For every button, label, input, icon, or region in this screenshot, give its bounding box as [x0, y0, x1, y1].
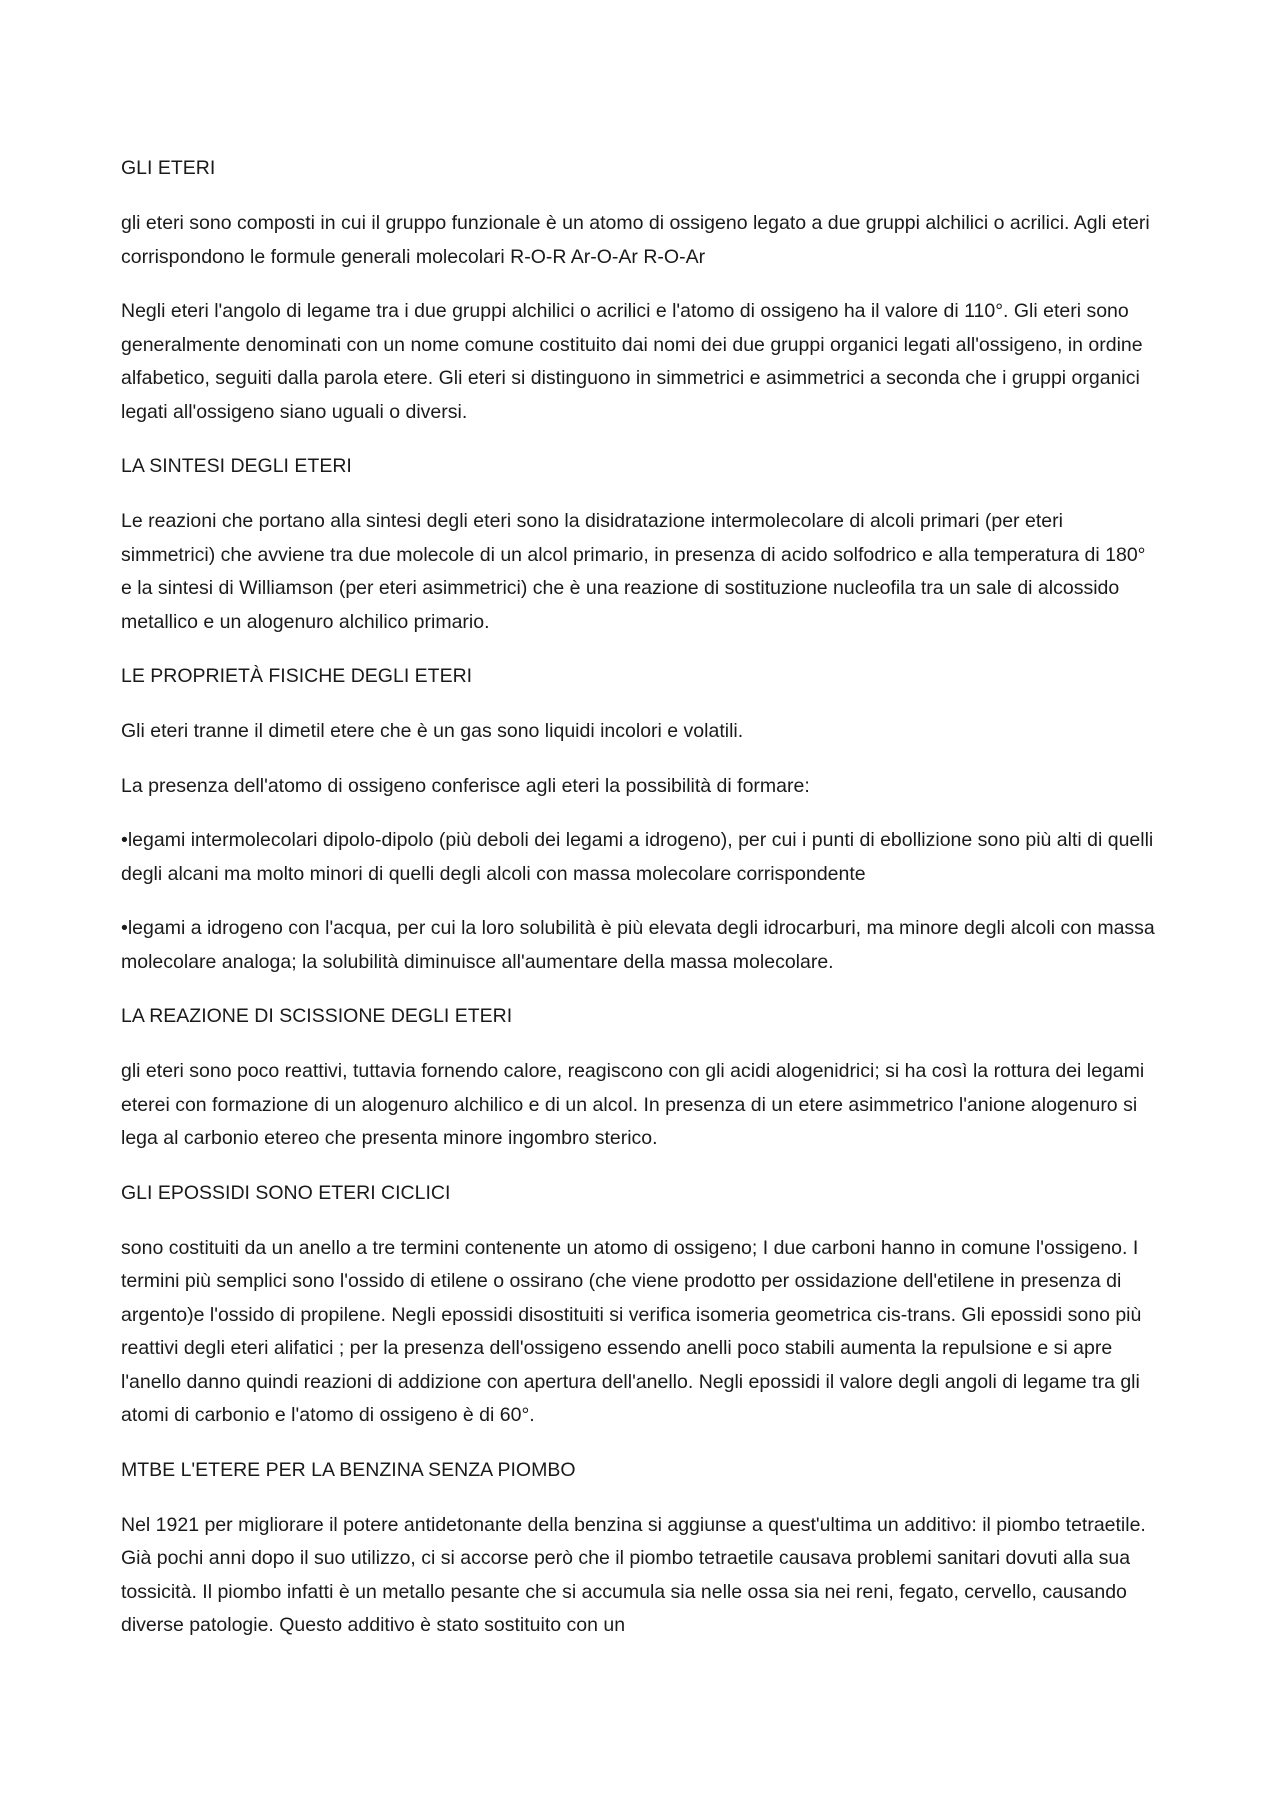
- paragraph: Negli eteri l'angolo di legame tra i due gruppi alchilici o acrilici e l'atomo di ossigeno ha il valore di 110°. Gli eteri sono generalmente denominati con un nome comune costituito dai nomi dei due gruppi organici legati all'ossigeno, in ordine alfabetico, seguiti dalla parola etere. Gli eteri si distinguono in simmetrici e asimmetrici a seconda che i gruppi organici legati all'ossigeno siano uguali o diversi.: [121, 300, 1143, 423]
- section-heading: LA REAZIONE DI SCISSIONE DEGLI ETERI: [121, 1005, 513, 1027]
- section-heading: GLI ETERI: [121, 157, 216, 179]
- paragraph: gli eteri sono poco reattivi, tuttavia fornendo calore, reagiscono con gli acidi alogenidrici; si ha così la rottura dei legami eterei con formazione di un alogenuro alchilico e di un alcol. In presenza di un etere asimmetrico l'anione alogenuro si lega al carbonio etereo che presenta minore ingombro sterico.: [121, 1060, 1145, 1149]
- paragraph: sono costituiti da un anello a tre termini contenente un atomo di ossigeno; I due carboni hanno in comune l'ossigeno. I termini più semplici sono l'ossido di etilene o ossirano (che viene prodotto per ossidazione dell'etilene in presenza di argento)e l'ossido di propilene. Negli epossidi disostituiti si verifica isomeria geometrica cis-trans. Gli epossidi sono più reattivi degli eteri alifatici ; per la presenza dell'ossigeno essendo anelli poco stabili aumenta la repulsione e si apre l'anello danno quindi reazioni di addizione con apertura dell'anello. Negli epossidi il valore degli angoli di legame tra gli atomi di carbonio e l'atomo di ossigeno è di 60°.: [121, 1236, 1142, 1426]
- paragraph: Nel 1921 per migliorare il potere antidetonante della benzina si aggiunse a quest'ultima un additivo: il piombo tetraetile. Già pochi anni dopo il suo utilizzo, ci si accorse però che il piombo tetraetile causava problemi sanitari dovuti alla sua tossicità. Il piombo infatti è un metallo pesante che si accumula sia nelle ossa sia nei reni, fegato, cervello, causando diverse patologie. Questo additivo è stato sostituito con un: [121, 1513, 1146, 1636]
- paragraph: Gli eteri tranne il dimetil etere che è un gas sono liquidi incolori e volatili.: [121, 720, 744, 742]
- section-heading: MTBE L'ETERE PER LA BENZINA SENZA PIOMBO: [121, 1458, 576, 1481]
- section-heading: LE PROPRIETÀ FISICHE DEGLI ETERI: [121, 665, 473, 687]
- document-page: [121, 152, 1161, 1664]
- section-heading: LA SINTESI DEGLI ETERI: [121, 455, 352, 477]
- paragraph: La presenza dell'atomo di ossigeno conferisce agli eteri la possibilità di formare:: [121, 774, 810, 797]
- paragraph: Le reazioni che portano alla sintesi degli eteri sono la disidratazione intermolecolare di alcoli primari (per eteri simmetrici) che avviene tra due molecole di un alcol primario, in presenza di acido solfodrico e alla temperatura di 180° e la sintesi di Williamson (per eteri asimmetrici) che è una reazione di sostituzione nucleofila tra un sale di alcossido metallico e un alogenuro alchilico primario.: [121, 510, 1146, 633]
- paragraph: gli eteri sono composti in cui il gruppo funzionale è un atomo di ossigeno legato a due gruppi alchilici o acrilici. Agli eteri corrispondono le formule generali molecolari R-O-R Ar-O-Ar R-O-Ar: [121, 212, 1150, 268]
- bullet-paragraph: •legami a idrogeno con l'acqua, per cui la loro solubilità è più elevata degli idrocarburi, ma minore degli alcoli con massa molecolare analoga; la solubilità diminuisce all'aumentare della massa molecolare.: [121, 917, 1155, 973]
- bullet-paragraph: •legami intermolecolari dipolo-dipolo (più deboli dei legami a idrogeno), per cui i punti di ebollizione sono più alti di quelli degli alcani ma molto minori di quelli degli alcoli con massa molecolare corrispondente: [121, 829, 1154, 885]
- section-heading: GLI EPOSSIDI SONO ETERI CICLICI: [121, 1181, 451, 1204]
